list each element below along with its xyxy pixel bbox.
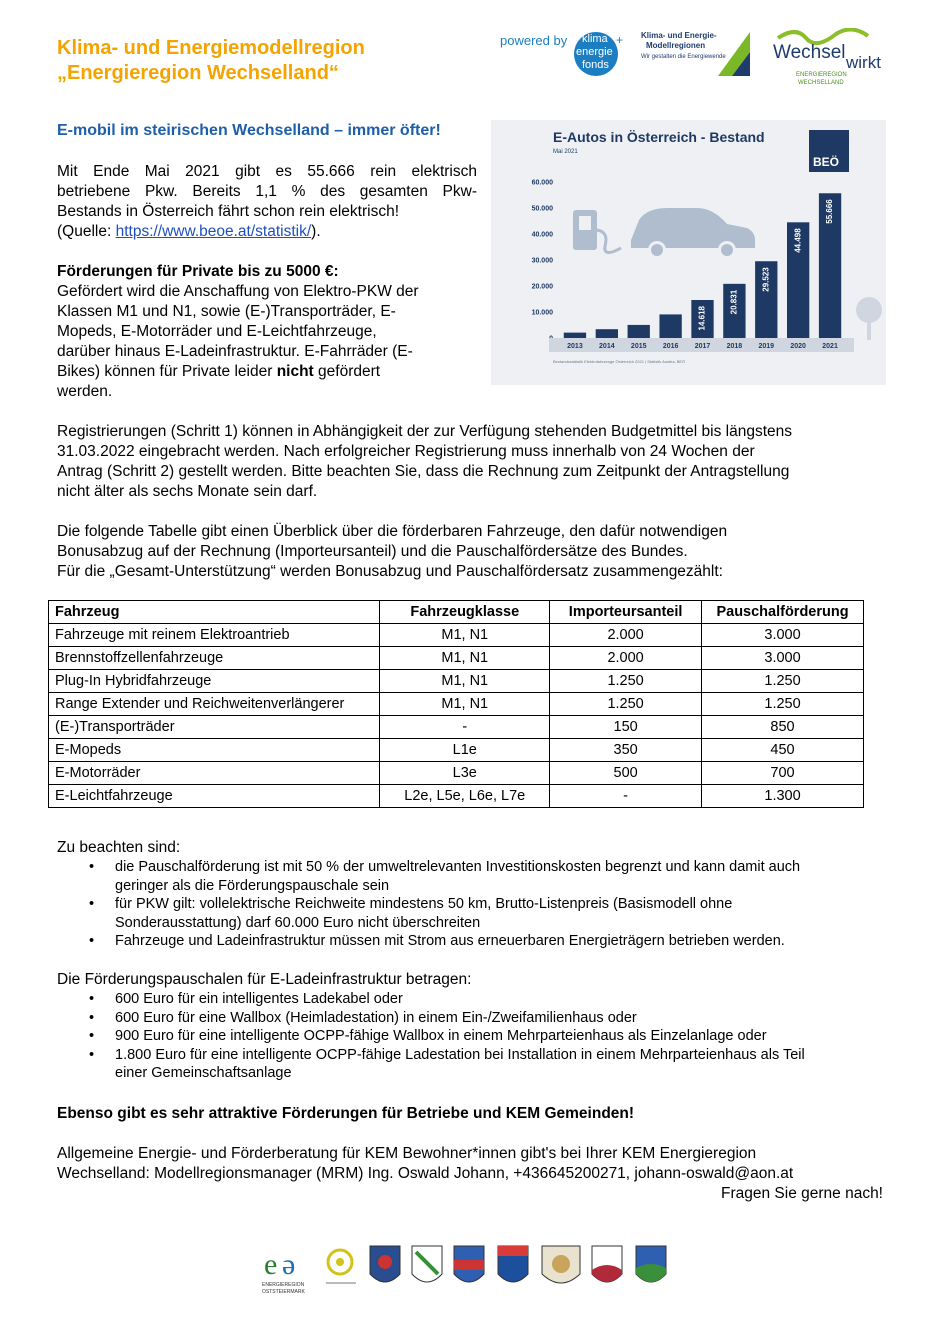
kontakt-paragraph xyxy=(57,1144,883,1204)
footer-logo-text-1: ENERGIEREGION xyxy=(262,1282,305,1288)
table-row xyxy=(49,647,864,670)
beachten-list xyxy=(57,858,940,951)
registrierung-line-2: 31.03.2022 eingebracht werden. Nach erfolgreicher Registrierung muss innerhalb von 24 Wochen der xyxy=(57,443,755,460)
x-tick-label: 2014 xyxy=(599,343,615,350)
cell-fahrzeug: Plug-In Hybridfahrzeuge xyxy=(49,670,380,693)
x-tick-label: 2013 xyxy=(567,343,583,350)
source-link[interactable]: https://www.beoe.at/statistik/ xyxy=(115,223,312,240)
intro-heading: E-mobil im steirischen Wechselland – immer öfter! xyxy=(57,122,441,139)
cell-importeursanteil: 1.250 xyxy=(550,670,702,693)
x-tick-label: 2018 xyxy=(726,343,743,350)
chart-footnote: Bestandsstatistik Elektrofahrzeuge Österreich 2021 | Statistik Austria, BEÖ xyxy=(553,359,686,364)
cell-importeursanteil: 2.000 xyxy=(550,624,702,647)
chart-subtitle: Mai 2021 xyxy=(553,149,578,155)
list-item: • 600 Euro für ein intelligentes Ladekabel oder xyxy=(115,990,940,1009)
header-importeursanteil: Importeursanteil xyxy=(550,601,702,624)
cell-importeursanteil: 500 xyxy=(550,762,702,785)
x-tick-label: 2016 xyxy=(662,343,679,350)
cell-klasse: L2e, L5e, L6e, L7e xyxy=(380,785,550,808)
table-header-row xyxy=(49,601,864,624)
wechsel-wirkt-logo xyxy=(773,29,881,86)
wechsel-text-3: ENERGIEREGION xyxy=(796,72,847,78)
cell-fahrzeug: Brennstoffzellenfahrzeuge xyxy=(49,647,380,670)
tabelle-intro-paragraph xyxy=(57,522,883,582)
region-title xyxy=(57,36,365,86)
chart-value-label: 20.831 xyxy=(729,289,739,315)
region-title-line2: „Energieregion Wechselland“ xyxy=(57,62,339,84)
tabelle-intro-line-2: Bonusabzug auf der Rechnung (Importeursanteil) und die Pauschalfördersätze des Bundes. xyxy=(57,543,688,560)
x-tick-label: 2015 xyxy=(630,343,647,350)
chart-value-label: 44.498 xyxy=(793,228,803,253)
cell-importeursanteil: 1.250 xyxy=(550,693,702,716)
kem-text-2: Modellregionen xyxy=(646,41,706,50)
cell-klasse: M1, N1 xyxy=(380,693,550,716)
foerderung-line-4: darüber hinaus E-Ladeinfrastruktur. E-Fahrräder (E- xyxy=(57,343,413,360)
registrierung-line-3: Antrag (Schritt 2) gestellt werden. Bitte beachten Sie, dass die Rechnung zum Zeitpunkt der Antragstellung xyxy=(57,463,790,480)
cell-importeursanteil: 150 xyxy=(550,716,702,739)
chart-title: E-Autos in Österreich - Bestand xyxy=(553,129,765,145)
chart-bar-2015 xyxy=(628,325,650,338)
x-tick-label: 2021 xyxy=(822,343,838,350)
beachten-heading: Zu beachten sind: xyxy=(57,839,181,856)
region-title-line1: Klima- und Energiemodellregion xyxy=(57,37,365,59)
klima-text-2: energie xyxy=(576,46,613,58)
cell-pauschal: 1.250 xyxy=(702,693,864,716)
foerderung-section xyxy=(57,262,477,402)
cell-pauschal: 1.250 xyxy=(702,670,864,693)
list-item: • 900 Euro für eine intelligente OCPP-fähige Wallbox in einem Mehrparteienhaus als Einzelanlage oder xyxy=(115,1027,940,1046)
gemeinde-wappen-footer xyxy=(262,1240,692,1300)
header-fahrzeug: Fahrzeug xyxy=(49,601,380,624)
list-item: • für PKW gilt: vollelektrische Reichweite mindestens 50 km, Brutto-Listenpreis (Basismodell ohne Sonderausstattung) darf 60.000 Euro nicht überschreiten xyxy=(115,895,940,932)
lade-heading: Die Förderungspauschalen für E-Ladeinfrastruktur betragen: xyxy=(57,971,472,988)
beoe-badge-text: BEÖ xyxy=(813,155,840,169)
svg-text:ə: ə xyxy=(282,1248,296,1281)
foerderung-line-1: Gefördert wird die Anschaffung von Elektro-PKW der xyxy=(57,283,419,300)
y-tick-label: 60.000 xyxy=(531,179,553,187)
cell-pauschal: 3.000 xyxy=(702,624,864,647)
klimafonds-logo xyxy=(500,32,623,76)
cell-pauschal: 850 xyxy=(702,716,864,739)
cell-importeursanteil: 350 xyxy=(550,739,702,762)
circle-logo xyxy=(326,1250,356,1284)
energieregion-oststeiermark-logo xyxy=(262,1248,305,1295)
cell-fahrzeug: (E-)Transporträder xyxy=(49,716,380,739)
table-row xyxy=(49,693,864,716)
chart-bar-2013 xyxy=(564,333,586,338)
table-row xyxy=(49,762,864,785)
tabelle-intro-line-3: Für die „Gesamt-Unterstützung“ werden Bonusabzug und Pauschalfördersatz zusammengezählt: xyxy=(57,563,723,580)
x-tick-label: 2020 xyxy=(790,343,806,350)
kontakt-line-2: Wechselland: Modellregionsmanager (MRM) Ing. Oswald Johann, +436645200271, johann-oswald@aon.at xyxy=(57,1165,794,1182)
y-tick-label: 30.000 xyxy=(531,257,553,265)
foerderung-line-6: werden. xyxy=(57,383,113,400)
chart-bar-2016 xyxy=(659,314,681,338)
cell-pauschal: 450 xyxy=(702,739,864,762)
lade-list xyxy=(57,990,940,1083)
klima-text-3: fonds xyxy=(582,59,609,71)
foerderung-line-3: Mopeds, E-Motorräder und E-Leichtfahrzeuge, xyxy=(57,323,377,340)
x-tick-label: 2017 xyxy=(694,343,711,350)
chart-bar-2014 xyxy=(596,329,618,338)
cell-fahrzeug: E-Leichtfahrzeuge xyxy=(49,785,380,808)
kem-text-1: Klima- und Energie- xyxy=(641,31,717,40)
kontakt-line-1: Allgemeine Energie- und Förderberatung für KEM Bewohner*innen gibt's bei Ihrer KEM Energieregion xyxy=(57,1145,757,1162)
betriebe-note: Ebenso gibt es sehr attraktive Förderungen für Betriebe und KEM Gemeinden! xyxy=(57,1105,635,1122)
cell-fahrzeug: Fahrzeuge mit reinem Elektroantrieb xyxy=(49,624,380,647)
list-item: • 1.800 Euro für eine intelligente OCPP-fähige Ladestation bei Installation in einem Mehrparteienhaus als Teil einer Gemeinschaftsanlage xyxy=(115,1046,940,1083)
table-row xyxy=(49,624,864,647)
intro-line-2: betriebene Pkw. Bereits 1,1 % des gesamten Pkw- xyxy=(57,183,477,200)
registrierung-paragraph xyxy=(57,422,883,502)
cell-pauschal: 700 xyxy=(702,762,864,785)
x-tick-label: 2019 xyxy=(758,343,775,350)
foerderung-line-2: Klassen M1 und N1, sowie (E-)Transporträder, E- xyxy=(57,303,396,320)
y-tick-label: 40.000 xyxy=(531,231,553,239)
y-tick-label: 10.000 xyxy=(531,309,553,317)
cell-klasse: M1, N1 xyxy=(380,670,550,693)
cell-pauschal: 3.000 xyxy=(702,647,864,670)
y-tick-label: 20.000 xyxy=(531,283,553,291)
kontakt-line-3: Fragen Sie gerne nach! xyxy=(721,1185,883,1202)
cell-klasse: M1, N1 xyxy=(380,624,550,647)
partner-logos xyxy=(496,28,896,88)
svg-text:+: + xyxy=(616,33,624,47)
powered-by-text: powered by xyxy=(500,33,568,48)
foerder-table xyxy=(48,600,864,808)
table-row xyxy=(49,739,864,762)
cell-klasse: M1, N1 xyxy=(380,647,550,670)
table-row xyxy=(49,716,864,739)
intro-line-3: Bestands in Österreich fährt schon rein elektrisch! xyxy=(57,203,400,220)
list-item: • 600 Euro für eine Wallbox (Heimladestation) in einem Ein-/Zweifamilienhaus oder xyxy=(115,1009,940,1028)
klima-text-1: klima xyxy=(582,33,608,45)
cell-importeursanteil: - xyxy=(550,785,702,808)
intro-source: (Quelle: https://www.beoe.at/statistik/). xyxy=(57,223,321,240)
nicht-emphasis: nicht xyxy=(276,363,314,380)
table-row xyxy=(49,785,864,808)
header-fahrzeugklasse: Fahrzeugklasse xyxy=(380,601,550,624)
registrierung-line-4: nicht älter als sechs Monate sein darf. xyxy=(57,483,318,500)
cell-fahrzeug: Range Extender und Reichweitenverlängerer xyxy=(49,693,380,716)
kem-logo xyxy=(641,31,750,76)
y-tick-label: 50.000 xyxy=(531,205,553,213)
svg-text:e: e xyxy=(264,1248,278,1281)
intro-line-1: Mit Ende Mai 2021 gibt es 55.666 rein elektrisch xyxy=(57,163,477,180)
cell-fahrzeug: E-Motorräder xyxy=(49,762,380,785)
chart-x-axis xyxy=(549,338,854,352)
chart-value-label: 14.618 xyxy=(697,305,707,331)
wechsel-text-4: WECHSELLAND xyxy=(798,80,844,86)
wechsel-text: Wechsel xyxy=(773,42,846,63)
cell-pauschal: 1.300 xyxy=(702,785,864,808)
cell-importeursanteil: 2.000 xyxy=(550,647,702,670)
foerderung-heading: Förderungen für Private bis zu 5000 €: xyxy=(57,263,339,280)
tabelle-intro-line-1: Die folgende Tabelle gibt einen Überblick über die förderbaren Fahrzeuge, den dafür notwendigen xyxy=(57,523,728,540)
footer-logo-text-2: OSTSTEIERMARK xyxy=(262,1289,305,1295)
list-item: • die Pauschalförderung ist mit 50 % der umweltrelevanten Investitionskosten begrenzt und kann damit auch geringer als die Förderungspauschale sein xyxy=(115,858,940,895)
chart-value-label: 55.666 xyxy=(825,199,835,224)
kem-text-3: Wir gestalten die Energiewende xyxy=(641,54,726,60)
header-pauschalfoerderung: Pauschalförderung xyxy=(702,601,864,624)
foerderung-line-5: Bikes) können für Private leider nicht gefördert xyxy=(57,363,381,380)
list-item: • Fahrzeuge und Ladeinfrastruktur müssen mit Strom aus erneuerbaren Energieträgern betrieben werden. xyxy=(115,932,940,951)
cell-klasse: - xyxy=(380,716,550,739)
wirkt-text: wirkt xyxy=(846,53,881,72)
table-row xyxy=(49,670,864,693)
cell-klasse: L1e xyxy=(380,739,550,762)
chart-value-label: 29.523 xyxy=(761,267,771,292)
cell-fahrzeug: E-Mopeds xyxy=(49,739,380,762)
intro-paragraph xyxy=(57,162,477,242)
e-autos-bestand-chart xyxy=(491,120,886,385)
registrierung-line-1: Registrierungen (Schritt 1) können in Abhängigkeit der zur Verfügung stehenden Budgetmittel bis längstens xyxy=(57,423,792,440)
cell-klasse: L3e xyxy=(380,762,550,785)
